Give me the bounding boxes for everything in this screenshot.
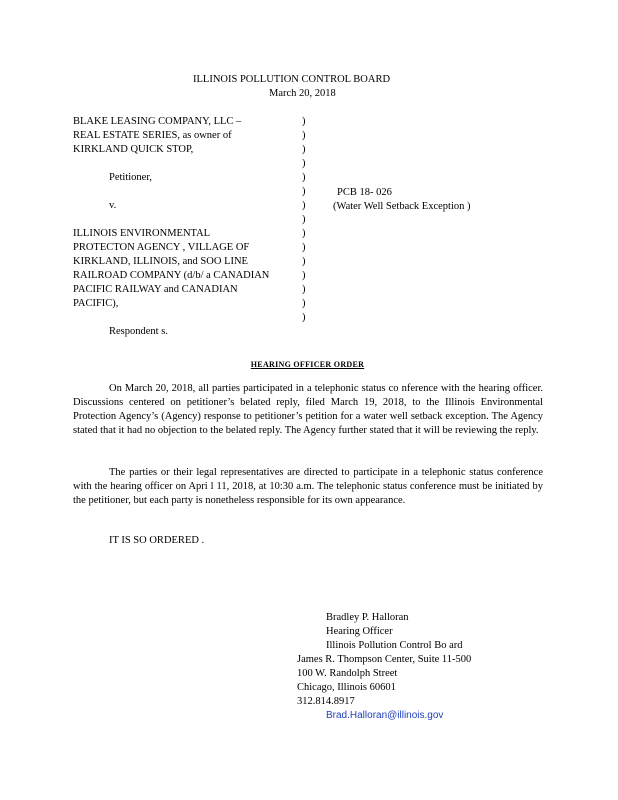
petitioner-line: BLAKE LEASING COMPANY, LLC –: [73, 116, 242, 127]
petitioner-label: Petitioner,: [109, 172, 153, 183]
respondent-label: Respondent s.: [109, 326, 168, 337]
case-number: PCB 18- 026: [337, 187, 392, 198]
petitioner-line: REAL ESTATE SERIES, as owner of: [73, 130, 232, 141]
respondent-line: PACIFIC),: [73, 298, 119, 309]
signer-title: Hearing Officer: [326, 626, 393, 637]
order-heading: HEARING OFFICER ORDER: [250, 360, 365, 369]
versus-label: v.: [109, 200, 117, 211]
address-block: [297, 653, 471, 709]
address-line: James R. Thompson Center, Suite 11-500: [297, 654, 472, 665]
case-type: (Water Well Setback Exception ): [333, 201, 471, 212]
respondent-line: PACIFIC RAILWAY and CANADIAN: [73, 284, 238, 295]
address-line: 100 W. Randolph Street: [297, 668, 398, 679]
respondent-line: PROTECTON AGENCY , VILLAGE OF: [73, 242, 250, 253]
respondent-line: ILLINOIS ENVIRONMENTAL: [73, 228, 211, 239]
respondent-line: RAILROAD COMPANY (d/b/ a CANADIAN: [73, 270, 270, 281]
case-info: [333, 186, 470, 214]
signer-name: Bradley P. Halloran: [326, 612, 409, 623]
closing-statement: IT IS SO ORDERED .: [109, 535, 205, 546]
order-paragraph-2: The parties or their legal representatives are directed to participate in a telephonic status conference with the hearing officer on Apri l 11, 2018, at 10:30 a.m. The telephonic status conference must be initiated by the petitioner, but each party is nonetheless responsible for its own appearance.: [73, 467, 543, 506]
board-name: ILLINOIS POLLUTION CONTROL BOARD: [193, 74, 391, 85]
email-link[interactable]: Brad.Halloran@illinois.gov: [326, 710, 444, 721]
address-line: Chicago, Illinois 60601: [297, 682, 396, 693]
respondent-line: KIRKLAND, ILLINOIS, and SOO LINE: [73, 256, 248, 267]
petitioner-line: KIRKLAND QUICK STOP,: [73, 144, 194, 155]
order-paragraph-1: On March 20, 2018, all parties participated in a telephonic status co nference with the hearing officer. Discussions centered on petitioner’s belated reply, filed March 19, 2018, to the Illinois Environmental Protection Agency’s (Agency) response to petitioner’s petition for a water well setback exception. The Agency stated that it had no objection to the belated reply. The Agency further stated that it will be reviewing the reply.: [73, 383, 543, 436]
case-caption: [73, 115, 298, 339]
signer-organization: Illinois Pollution Control Bo ard: [326, 640, 463, 651]
caption-divider: ) ) ) ) ) ) ) ) ) ) ) ) ) ) ): [302, 116, 306, 323]
phone-number: 312.814.8917: [297, 696, 355, 707]
signature-block: [326, 611, 463, 653]
order-date: March 20, 2018: [269, 88, 336, 99]
